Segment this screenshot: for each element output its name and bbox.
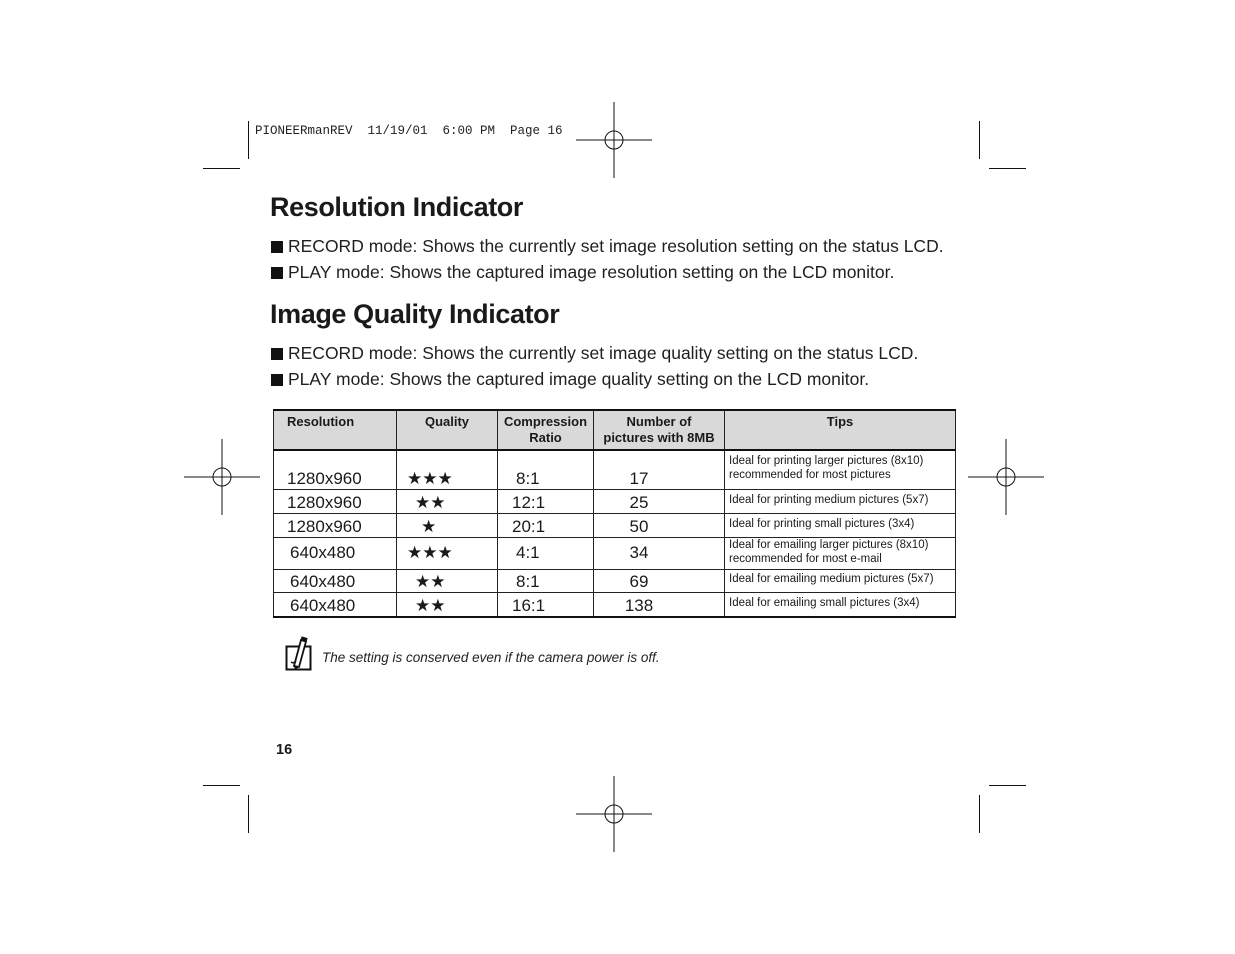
cell-resolution: 640x480 bbox=[274, 569, 397, 592]
table-row bbox=[274, 569, 956, 592]
cell-ratio: 8:1 bbox=[498, 569, 594, 592]
table-row bbox=[274, 513, 956, 537]
cell-resolution: 640x480 bbox=[274, 592, 397, 617]
crop-mark-top-left-vertical bbox=[248, 121, 249, 159]
header-quality: Quality bbox=[397, 410, 498, 450]
cell-quality-stars: ★★ bbox=[397, 592, 498, 617]
cell-ratio: 4:1 bbox=[498, 537, 594, 569]
crop-mark-top-left-horizontal bbox=[203, 168, 240, 169]
crop-mark-bottom-right-horizontal bbox=[989, 785, 1026, 786]
bullet-text: RECORD mode: Shows the currently set image resolution setting on the status LCD. bbox=[288, 236, 944, 256]
printer-slug: PIONEERmanREV 11/19/01 6:00 PM Page 16 bbox=[255, 124, 563, 138]
registration-mark-bottom-icon bbox=[576, 776, 652, 852]
section-title-image-quality: Image Quality Indicator bbox=[270, 299, 560, 329]
cell-count: 17 bbox=[594, 450, 725, 489]
cell-tip: Ideal for printing small pictures (3x4) bbox=[725, 513, 956, 537]
registration-mark-right-icon bbox=[968, 439, 1044, 515]
crop-mark-bottom-left-horizontal bbox=[203, 785, 240, 786]
cell-count: 25 bbox=[594, 489, 725, 513]
square-bullet-icon bbox=[271, 241, 283, 253]
crop-mark-top-right-horizontal bbox=[989, 168, 1026, 169]
note-text: The setting is conserved even if the camera power is off. bbox=[322, 650, 660, 665]
cell-ratio: 16:1 bbox=[498, 592, 594, 617]
cell-resolution: 1280x960 bbox=[274, 513, 397, 537]
header-compression: Compression Ratio bbox=[498, 410, 594, 450]
header-number-of-pictures: Number of pictures with 8MB bbox=[594, 410, 725, 450]
cell-tip: Ideal for printing larger pictures (8x10) recommended for most pictures bbox=[725, 450, 956, 489]
crop-mark-bottom-left-vertical bbox=[248, 795, 249, 833]
cell-count: 34 bbox=[594, 537, 725, 569]
cell-tip: Ideal for emailing small pictures (3x4) bbox=[725, 592, 956, 617]
crop-mark-top-right-vertical bbox=[979, 121, 980, 159]
registration-mark-top-icon bbox=[576, 102, 652, 178]
square-bullet-icon bbox=[271, 348, 283, 360]
memo-pencil-icon bbox=[285, 636, 315, 672]
crop-mark-bottom-right-vertical bbox=[979, 795, 980, 833]
page-number: 16 bbox=[276, 742, 293, 758]
cell-resolution: 1280x960 bbox=[274, 489, 397, 513]
header-resolution: Resolution bbox=[274, 410, 397, 450]
cell-count: 69 bbox=[594, 569, 725, 592]
square-bullet-icon bbox=[271, 374, 283, 386]
cell-tip: Ideal for printing medium pictures (5x7) bbox=[725, 489, 956, 513]
cell-count: 138 bbox=[594, 592, 725, 617]
cell-quality-stars: ★ bbox=[397, 513, 498, 537]
cell-quality-stars: ★★ bbox=[397, 569, 498, 592]
table-row bbox=[274, 489, 956, 513]
header-tips: Tips bbox=[725, 410, 956, 450]
cell-count: 50 bbox=[594, 513, 725, 537]
bullet-record-resolution bbox=[271, 236, 944, 257]
bullet-play-resolution bbox=[271, 262, 894, 283]
cell-ratio: 12:1 bbox=[498, 489, 594, 513]
bullet-play-quality bbox=[271, 369, 869, 390]
bullet-record-quality bbox=[271, 343, 918, 364]
registration-mark-left-icon bbox=[184, 439, 260, 515]
cell-quality-stars: ★★★ bbox=[397, 537, 498, 569]
cell-resolution: 1280x960 bbox=[274, 450, 397, 489]
table-row bbox=[274, 537, 956, 569]
cell-ratio: 8:1 bbox=[498, 450, 594, 489]
table-header-row bbox=[274, 410, 956, 450]
bullet-text: RECORD mode: Shows the currently set image quality setting on the status LCD. bbox=[288, 343, 919, 363]
cell-ratio: 20:1 bbox=[498, 513, 594, 537]
cell-resolution: 640x480 bbox=[274, 537, 397, 569]
bullet-text: PLAY mode: Shows the captured image quality setting on the LCD monitor. bbox=[288, 369, 870, 389]
table-row bbox=[274, 450, 956, 489]
cell-quality-stars: ★★ bbox=[397, 489, 498, 513]
cell-tip: Ideal for emailing medium pictures (5x7) bbox=[725, 569, 956, 592]
table-row bbox=[274, 592, 956, 617]
cell-quality-stars: ★★★ bbox=[397, 450, 498, 489]
quality-settings-table bbox=[273, 409, 956, 618]
bullet-text: PLAY mode: Shows the captured image resolution setting on the LCD monitor. bbox=[288, 262, 895, 282]
section-title-resolution: Resolution Indicator bbox=[270, 192, 524, 222]
square-bullet-icon bbox=[271, 267, 283, 279]
cell-tip: Ideal for emailing larger pictures (8x10) recommended for most e-mail bbox=[725, 537, 956, 569]
